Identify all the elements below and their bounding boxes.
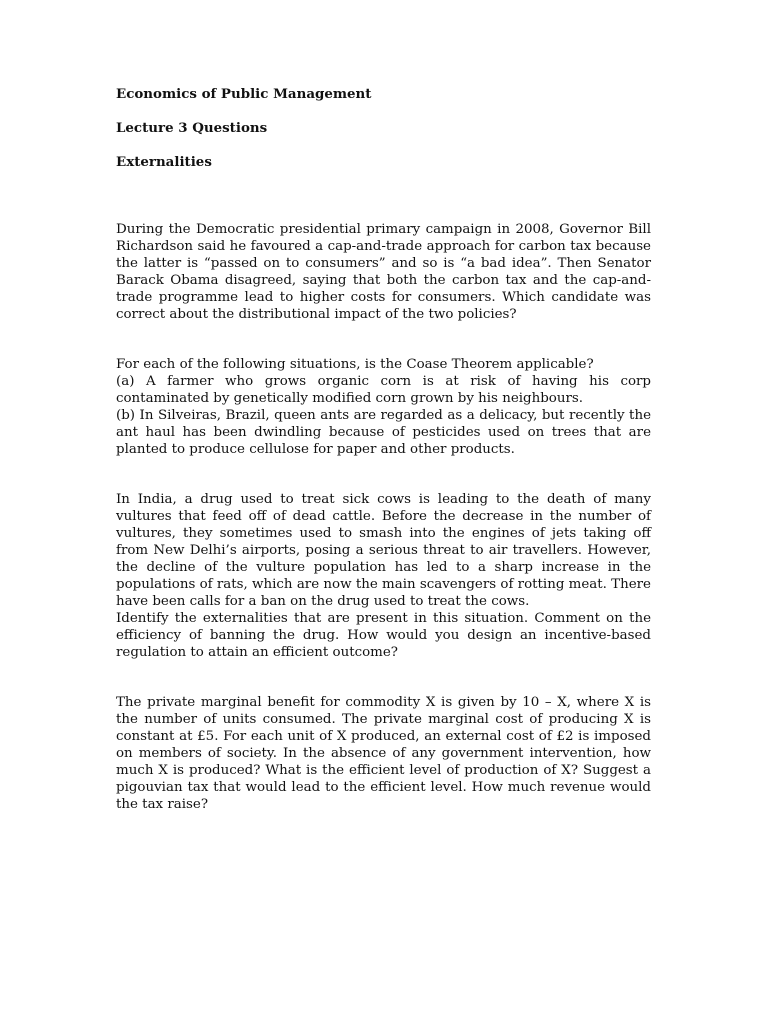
question-1-text: During the Democratic presidential primary campaign in 2008, Governor Bill Richardson said he favoured a cap-and-trade approach for carbon tax because the latter is “passed on to consumers” and so is “a bad idea”. Then Senator Barack Obama disagreed, saying that both the carbon tax and the cap-and-trade programme lead to higher costs for consumers. Which candidate was correct about the distributional impact of the two policies? [116,222,651,322]
question-3-task: Identify the externalities that are present in this situation. Comment on the efficiency of banning the drug. How would you design an incentive-based regulation to attain an efficient outcome? [116,611,651,660]
lecture-title: Lecture 3 Questions [116,120,268,136]
topic-title: Externalities [116,154,212,170]
question-4 [116,694,651,813]
question-2-part-a: (a) A farmer who grows organic corn is at risk of having his corp contaminated by genetically modified corn grown by his neighbours. [116,374,651,406]
question-3 [116,491,651,661]
question-1 [116,221,651,323]
question-4-text: The private marginal benefit for commodity X is given by 10 – X, where X is the number of units consumed. The private marginal cost of producing X is constant at £5. For each unit of X produced, an external cost of £2 is imposed on members of society. In the absence of any government intervention, how much X is produced? What is the efficient level of production of X? Suggest a pigouvian tax that would lead to the efficient level. How much revenue would the tax raise? [116,695,651,812]
course-title: Economics of Public Management [116,86,372,102]
question-2-part-b: (b) In Silveiras, Brazil, queen ants are regarded as a delicacy, but recently the ant haul has been dwindling because of pesticides used on trees that are planted to produce cellulose for paper and other products. [116,408,651,457]
document-page [116,86,651,813]
question-2 [116,356,651,458]
question-2-prompt: For each of the following situations, is the Coase Theorem applicable? [116,357,594,372]
question-3-context: In India, a drug used to treat sick cows is leading to the death of many vultures that feed off of dead cattle. Before the decrease in the number of vultures, they sometimes used to smash into the engines of jets taking off from New Delhi’s airports, posing a serious threat to air travellers. However, the decline of the vulture population has led to a sharp increase in the populations of rats, which are now the main scavengers of rotting meat. There have been calls for a ban on the drug used to treat the cows. [116,492,651,609]
